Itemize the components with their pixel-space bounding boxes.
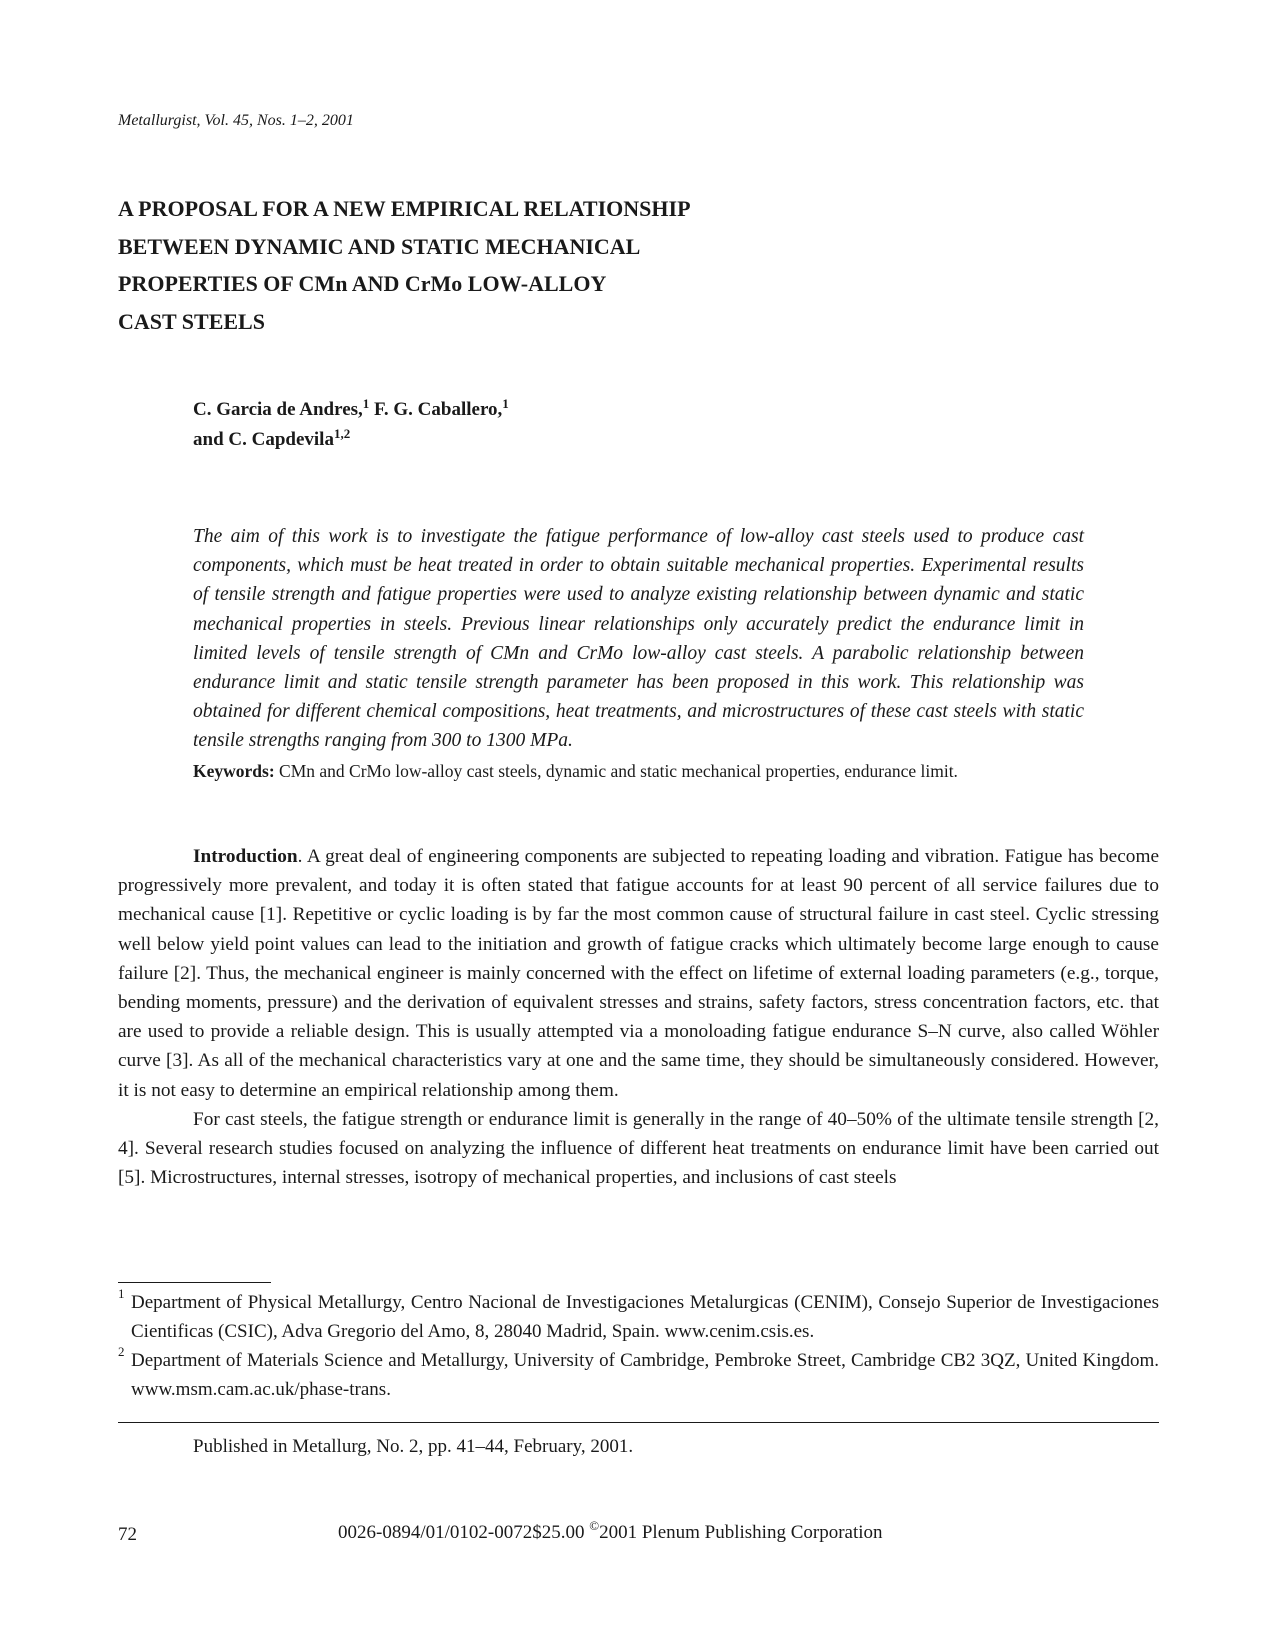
- keywords-text: CMn and CrMo low-alloy cast steels, dynamic and static mechanical properties, endurance limit.: [274, 761, 958, 781]
- keywords: [193, 758, 1093, 784]
- paper-title: [118, 190, 818, 340]
- author-list: [193, 395, 509, 455]
- footnote-mark: 2: [118, 1344, 125, 1359]
- author-name: F. G. Caballero,: [369, 399, 503, 420]
- journal-citation: Metallurgist, Vol. 45, Nos. 1–2, 2001: [118, 112, 354, 129]
- footnote: [118, 1288, 1159, 1346]
- footnote-divider: [118, 1282, 271, 1283]
- copyright-text: 2001 Plenum Publishing Corporation: [599, 1522, 883, 1543]
- footnote-text: Department of Physical Metallurgy, Centro Nacional de Investigaciones Metalurgicas (CENIM), Consejo Superior de Investigaciones Cientificas (CSIC), Adva Gregorio del Amo, 8, 28040 Madrid, Spain. www.cenim.csis.es.: [131, 1292, 1159, 1342]
- title-line: A PROPOSAL FOR A NEW EMPIRICAL RELATIONSHIP: [118, 196, 691, 221]
- page-divider: [118, 1422, 1159, 1423]
- abstract: The aim of this work is to investigate the fatigue performance of low-alloy cast steels used to produce cast components, which must be heat treated in order to obtain suitable mechanical properties. Experimental results of tensile strength and fatigue properties were used to analyze existing relationship between dynamic and static mechanical properties in steels. Previous linear relationships only accurately predict the endurance limit in limited levels of tensile strength of CMn and CrMo low-alloy cast steels. A parabolic relationship between endurance limit and static tensile strength parameter has been proposed in this work. This relationship was obtained for different chemical compositions, heat treatments, and microstructures of these cast steels with static tensile strengths ranging from 300 to 1300 MPa.: [193, 526, 1084, 752]
- affiliation-mark: 1: [502, 396, 509, 411]
- issn-price: 0026-0894/01/0102-0072$25.00: [338, 1522, 590, 1543]
- title-line: PROPERTIES OF CMn AND CrMo LOW-ALLOY: [118, 271, 607, 296]
- affiliation-mark: 1: [362, 396, 370, 411]
- body-text: [118, 842, 1159, 1192]
- author-line: [193, 425, 509, 455]
- publication-note: Published in Metallurg, No. 2, pp. 41–44, February, 2001.: [193, 1436, 634, 1457]
- page-number: 72: [118, 1524, 137, 1545]
- footnotes: [118, 1288, 1159, 1404]
- paragraph: For cast steels, the fatigue strength or endurance limit is generally in the range of 40–50% of the ultimate tensile strength [2, 4]. Several research studies focused on analyzing the influence of different heat treatments on endurance limit have been carried out [5]. Microstructures, internal stresses, isotropy of mechanical properties, and inclusions of cast steels: [118, 1108, 1159, 1189]
- footnote-text: Department of Materials Science and Metallurgy, University of Cambridge, Pembroke Street, Cambridge CB2 3QZ, United Kingdom. www.msm.cam.ac.uk/phase-trans.: [131, 1350, 1159, 1400]
- section-heading: Introduction: [193, 846, 298, 867]
- author-line: [193, 395, 509, 425]
- author-name: C. Garcia de Andres,: [193, 399, 363, 420]
- keywords-label: Keywords:: [193, 761, 275, 781]
- footnote: [118, 1346, 1159, 1404]
- affiliation-mark: 1,2: [333, 426, 351, 441]
- title-line: BETWEEN DYNAMIC AND STATIC MECHANICAL: [118, 233, 641, 259]
- paragraph: [118, 842, 1159, 1105]
- paragraph-text: . A great deal of engineering components are subjected to repeating loading and vibration. Fatigue has become progressively more prevalent, and today it is often stated that fatigue accounts for at least 90 percent of all service failures due to mechanical cause [1]. Repetitive or cyclic loading is by far the most common cause of structural failure in cast steel. Cyclic stressing well below yield point values can lead to the initiation and growth of fatigue cracks which ultimately become large enough to cause failure [2]. Thus, the mechanical engineer is mainly concerned with the effect on lifetime of external loading parameters (e.g., torque, bending moments, pressure) and the derivation of equivalent stresses and strains, safety factors, stress concentration factors, etc. that are used to provide a reliable design. This is usually attempted via a monoloading fatigue endurance S–N curve, also called Wöhler curve [3]. As all of the mechanical characteristics vary at one and the same time, they should be simultaneously considered. However, it is not easy to determine an empirical relationship among them.: [118, 846, 1159, 1101]
- footnote-mark: 1: [118, 1286, 125, 1301]
- copyright-symbol: ©: [589, 1518, 600, 1533]
- title-line: CAST STEELS: [118, 308, 265, 334]
- author-name: and C. Capdevila: [193, 429, 334, 450]
- copyright-line: [338, 1518, 883, 1547]
